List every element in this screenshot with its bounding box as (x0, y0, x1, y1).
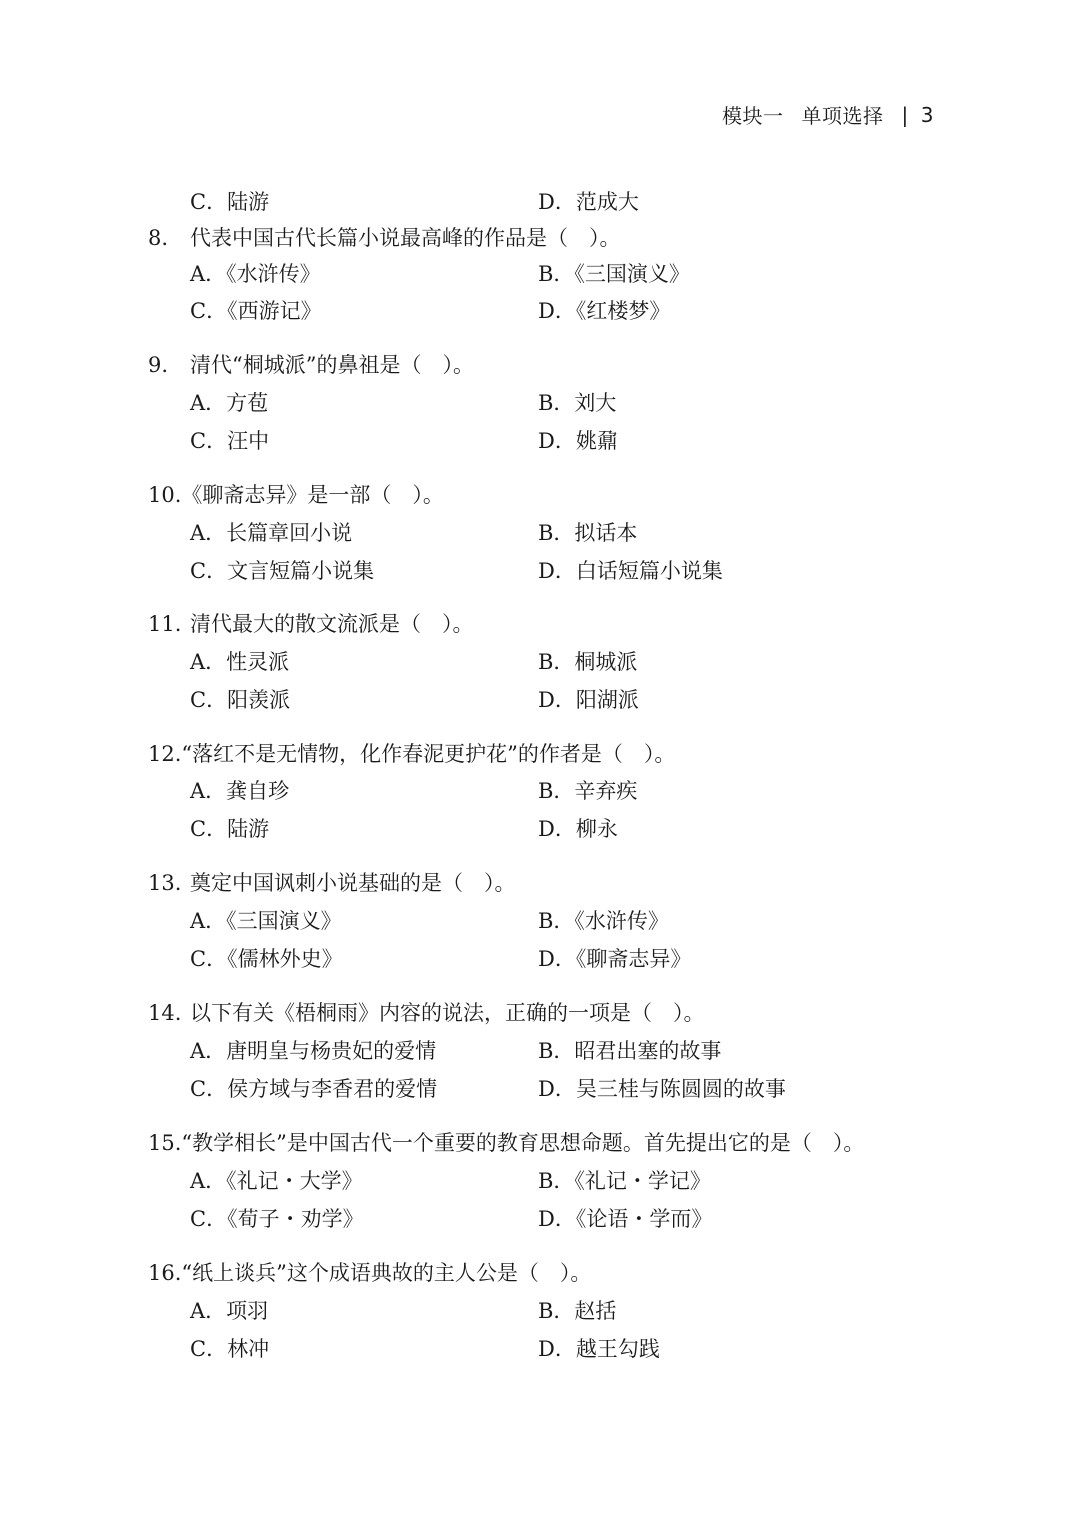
question-stem (148, 223, 621, 253)
option-b: B．《水浒传》 (538, 909, 669, 933)
question-stem (148, 739, 675, 769)
carryover-option-c: C．陆游 (190, 190, 270, 214)
option-b: B．《三国演义》 (538, 262, 690, 286)
option-d: D．《红楼梦》 (538, 299, 671, 323)
option-d: D．白话短篇小说集 (538, 559, 723, 583)
page-header (722, 100, 934, 129)
question-text: 清代“桐城派”的鼻祖是（ ）。 (190, 353, 474, 377)
question-number: 14. (148, 1001, 182, 1025)
option-c: C．陆游 (190, 817, 270, 841)
question-text: 以下有关《梧桐雨》内容的说法，正确的一项是（ ）。 (190, 1001, 705, 1025)
question-number: 15. (148, 1131, 182, 1155)
question-text: “纸上谈兵”这个成语典故的主人公是（ ）。 (181, 1261, 592, 1285)
option-b: B．辛弃疾 (538, 779, 638, 803)
module-label: 模块一 (722, 104, 784, 128)
question-stem (148, 480, 444, 510)
question-number: 13. (148, 871, 182, 895)
option-c: C．《儒林外史》 (190, 947, 343, 971)
option-d: D．阳湖派 (538, 688, 639, 712)
option-d: D．姚鼐 (538, 429, 618, 453)
page-number: 3 (920, 102, 934, 127)
question-number: 16. (148, 1261, 182, 1285)
option-b: B．桐城派 (538, 650, 638, 674)
question-stem (148, 998, 705, 1028)
option-d: D．《论语・学而》 (538, 1207, 713, 1231)
option-a: A．《三国演义》 (190, 909, 342, 933)
question-stem (148, 1258, 591, 1288)
option-d: D．越王勾践 (538, 1337, 660, 1361)
option-a: A．龚自珍 (190, 779, 290, 803)
question-number: 10. (148, 483, 182, 507)
option-a: A．方苞 (190, 391, 269, 415)
option-b: B．昭君出塞的故事 (538, 1039, 722, 1063)
option-a: A．《礼记・大学》 (190, 1169, 363, 1193)
question-number: 12. (148, 742, 182, 766)
option-c: C．林冲 (190, 1337, 270, 1361)
section-label: 单项选择 (801, 104, 884, 128)
question-number: 9. (148, 353, 169, 377)
option-a: A．唐明皇与杨贵妃的爱情 (190, 1039, 437, 1063)
question-text: 清代最大的散文流派是（ ）。 (190, 612, 474, 636)
option-b: B．拟话本 (538, 521, 638, 545)
option-a: A．长篇章回小说 (190, 521, 353, 545)
question-stem (148, 868, 516, 898)
option-b: B．《礼记・学记》 (538, 1169, 711, 1193)
question-stem (148, 350, 474, 380)
option-a: A．项羽 (190, 1299, 269, 1323)
option-c: C．汪中 (190, 429, 270, 453)
option-c: C．侯方域与李香君的爱情 (190, 1077, 438, 1101)
question-text: “落红不是无情物，化作春泥更护花”的作者是（ ）。 (181, 742, 676, 766)
question-text: 代表中国古代长篇小说最高峰的作品是（ ）。 (190, 226, 621, 250)
option-d: D．柳永 (538, 817, 618, 841)
question-text: 奠定中国讽刺小说基础的是（ ）。 (190, 871, 516, 895)
carryover-option-d: D．范成大 (538, 190, 639, 214)
option-c: C．《荀子・劝学》 (190, 1207, 364, 1231)
option-c: C．文言短篇小说集 (190, 559, 375, 583)
question-stem (148, 1128, 864, 1158)
option-d: D．《聊斋志异》 (538, 947, 692, 971)
option-b: B．赵括 (538, 1299, 617, 1323)
option-b: B．刘大 (538, 391, 617, 415)
option-c: C．《西游记》 (190, 299, 322, 323)
option-a: A．性灵派 (190, 650, 290, 674)
option-c: C．阳羡派 (190, 688, 291, 712)
question-stem (148, 609, 474, 639)
header-separator: | (901, 102, 909, 127)
option-a: A．《水浒传》 (190, 262, 321, 286)
question-text: “教学相长”是中国古代一个重要的教育思想命题。首先提出它的是（ ）。 (181, 1131, 865, 1155)
question-number: 8. (148, 226, 169, 250)
question-text: 《聊斋志异》是一部（ ）。 (181, 483, 444, 507)
question-number: 11. (148, 612, 182, 636)
option-d: D．吴三桂与陈圆圆的故事 (538, 1077, 786, 1101)
